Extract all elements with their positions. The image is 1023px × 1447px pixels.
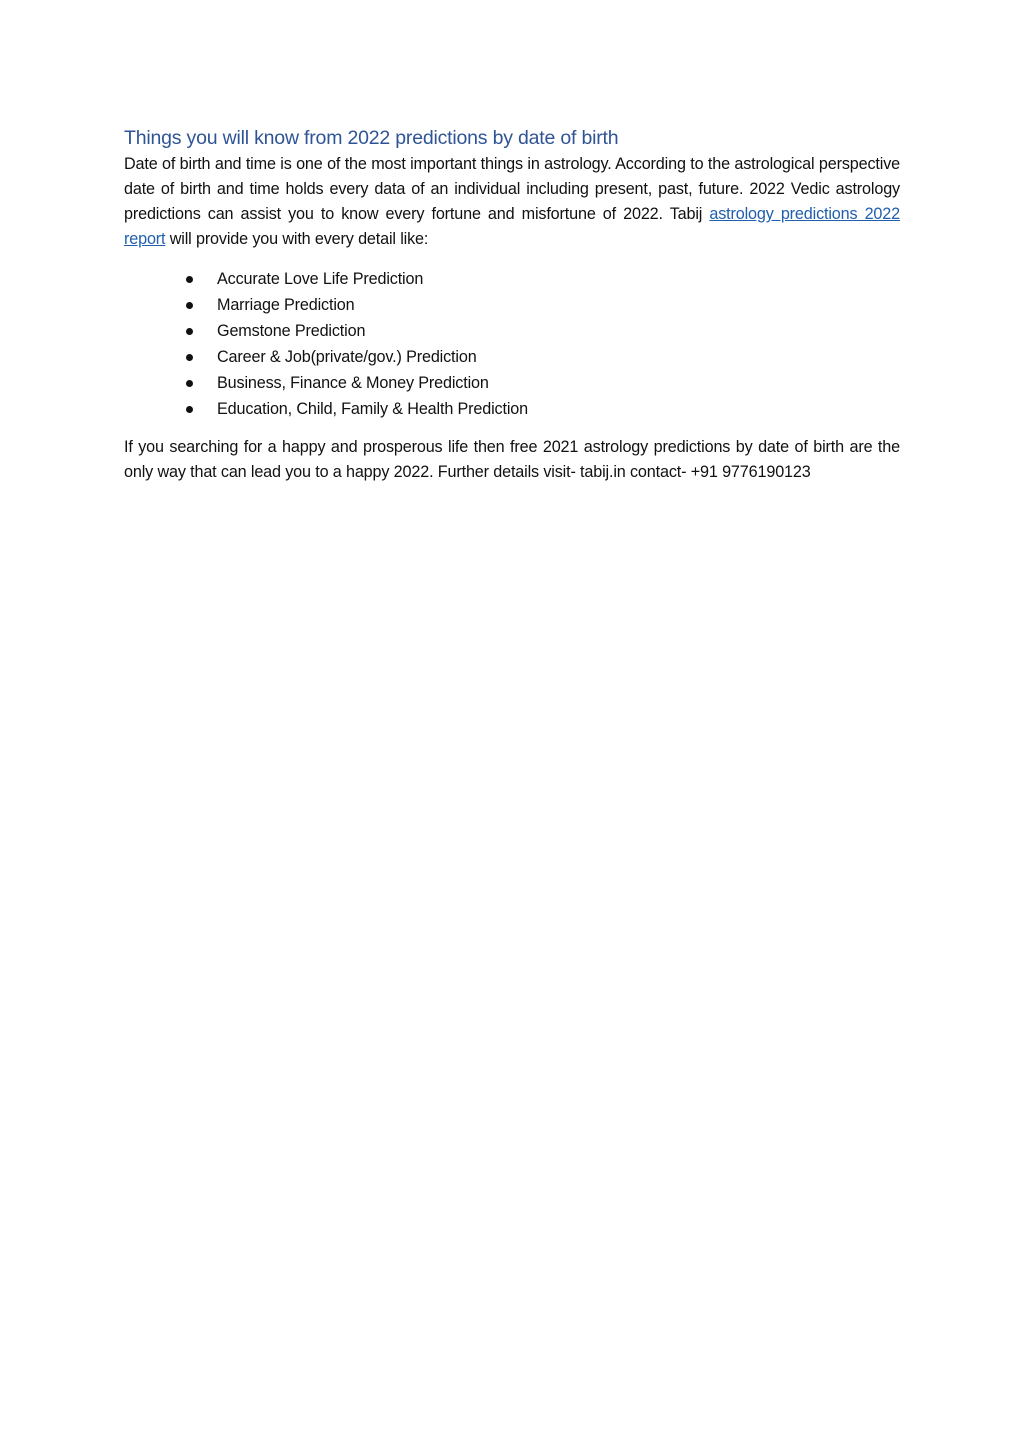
document-content (124, 124, 900, 485)
list-item-text: Gemstone Prediction (217, 322, 366, 340)
list-item-text: Career & Job(private/gov.) Prediction (217, 348, 477, 366)
list-item (124, 266, 900, 292)
section-heading: Things you will know from 2022 predictions by date of birth (124, 127, 619, 149)
intro-text-before-link: Date of birth and time is one of the most important things in astrology. According to the astrological perspective date of birth and time holds every data of an individual including present, past, future. 2022 Vedic astrology predictions can assist you to know every fortune and misfortune of 2022. Tabij (124, 155, 900, 223)
list-item-text: Accurate Love Life Prediction (217, 270, 424, 288)
bullet-icon (186, 380, 193, 387)
list-item (124, 344, 900, 370)
bullet-icon (186, 406, 193, 413)
list-item (124, 370, 900, 396)
list-item (124, 292, 900, 318)
list-item (124, 318, 900, 344)
astrology-report-link[interactable]: astrology predictions 2022 report (124, 205, 900, 248)
list-item-text: Marriage Prediction (217, 296, 355, 314)
bullet-icon (186, 302, 193, 309)
list-item-text: Business, Finance & Money Prediction (217, 374, 489, 392)
bullet-icon (186, 328, 193, 335)
bullet-icon (186, 276, 193, 283)
prediction-list (124, 266, 900, 422)
bullet-icon (186, 354, 193, 361)
list-item-text: Education, Child, Family & Health Prediction (217, 400, 529, 418)
list-item (124, 396, 900, 422)
closing-paragraph: If you searching for a happy and prosperous life then free 2021 astrology predictions by date of birth are the only way that can lead you to a happy 2022. Further details visit- tabij.in contact- +91 9776190123 (124, 438, 900, 481)
intro-text-after-link: will provide you with every detail like: (165, 230, 429, 248)
intro-paragraph (124, 152, 900, 252)
